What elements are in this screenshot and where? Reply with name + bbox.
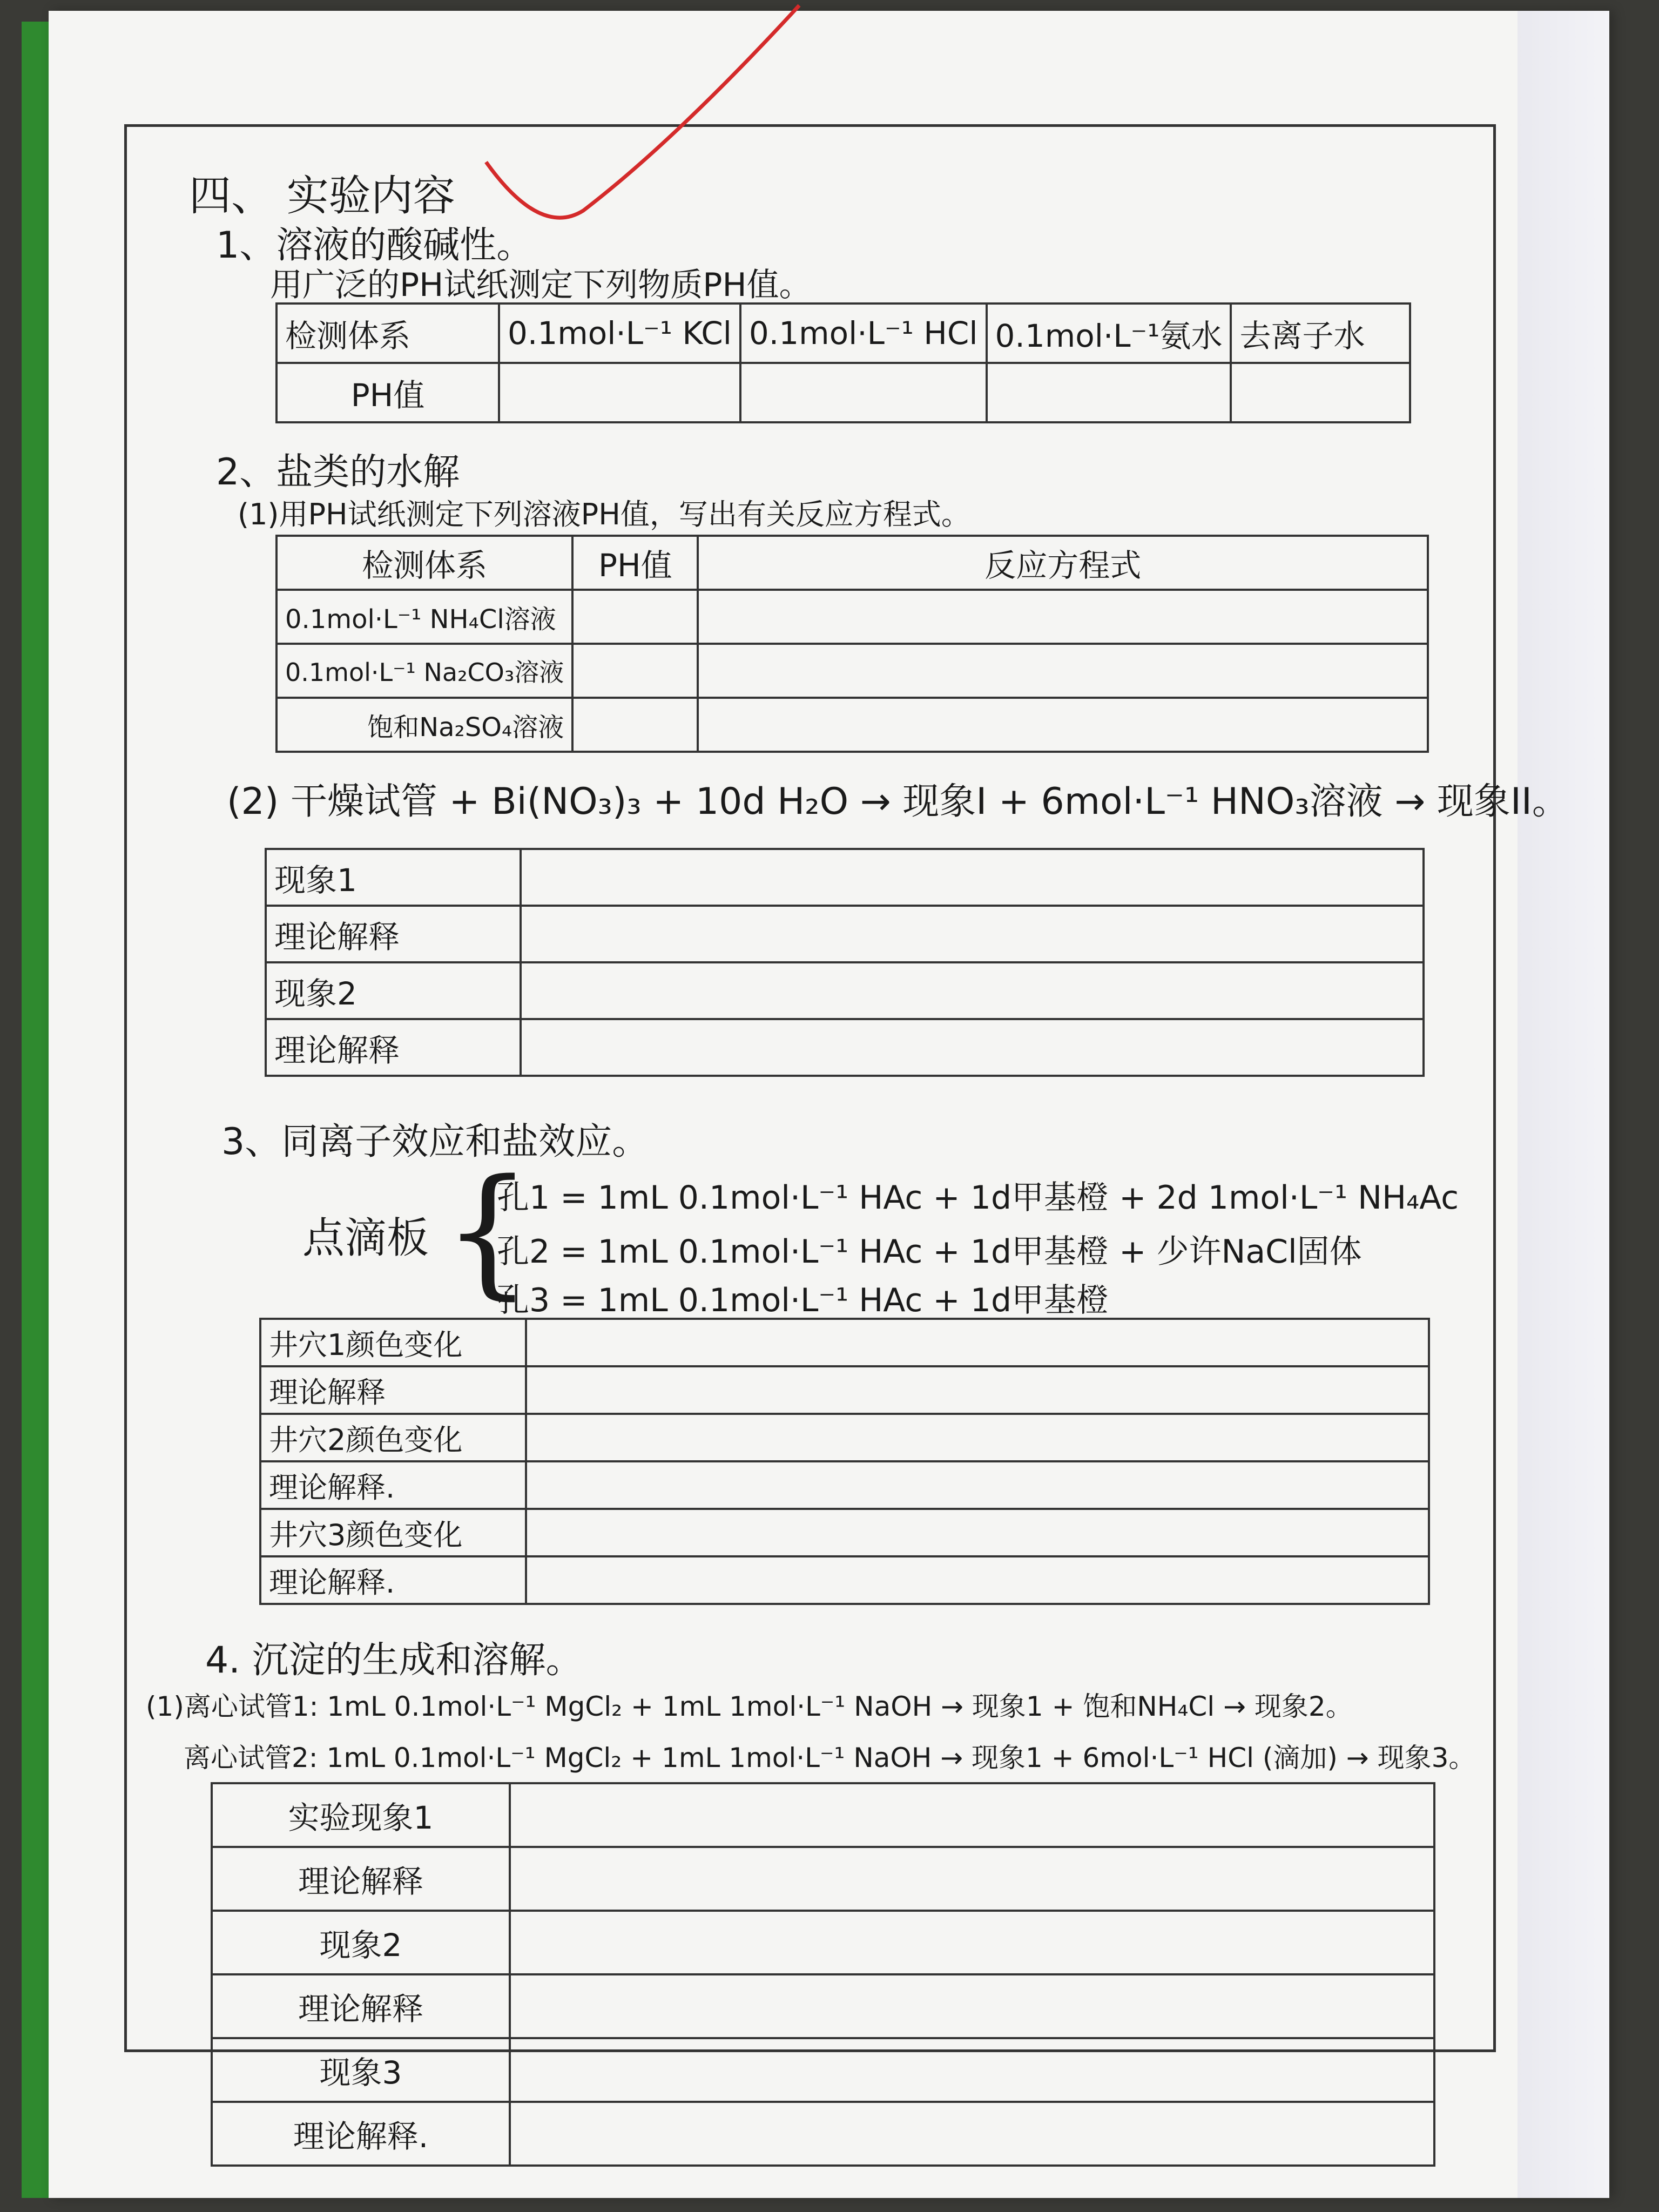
s3-heading: 3、同离子效应和盐效应。: [221, 1121, 649, 1163]
s2-t2-value: [521, 849, 1424, 906]
s4-table-row: [212, 1974, 1434, 2038]
s2-table1-header: [276, 536, 1428, 590]
s2-t1-cell: [572, 644, 698, 698]
s4-t-value: [510, 1847, 1434, 1911]
s2-table2-row: [266, 1019, 1424, 1076]
s4-line1: (1)离心试管1: 1mL 0.1mol·L⁻¹ MgCl₂ + 1mL 1mol·L⁻¹ NaOH → 现象1 + 饱和NH₄Cl → 现象2。: [146, 1691, 1353, 1722]
s2-t1-cell: [572, 590, 698, 644]
s2-table2: [265, 848, 1425, 1077]
s2-t1-cell: 饱和Na₂SO₄溶液: [276, 698, 572, 752]
s3-t-label: 理论解释.: [260, 1556, 526, 1604]
s3-well-1: 孔1 = 1mL 0.1mol·L⁻¹ HAc + 1d甲基橙 + 2d 1mol·L⁻¹ NH₄Ac: [497, 1179, 1459, 1217]
s2-table2-row: [266, 962, 1424, 1019]
s3-t-value: [526, 1414, 1429, 1461]
s3-table-row: [260, 1319, 1429, 1366]
s3-t-label: 理论解释: [260, 1366, 526, 1414]
s4-t-label: 理论解释: [212, 1847, 510, 1911]
brace-icon: {: [443, 1150, 532, 1313]
s3-t-value: [526, 1319, 1429, 1366]
s4-t-label: 理论解释: [212, 1974, 510, 2038]
s1-cell: PH值: [276, 363, 499, 422]
s3-table-row: [260, 1509, 1429, 1556]
s1-cell: 去离子水: [1231, 304, 1410, 363]
s4-t-label: 现象2: [212, 1911, 510, 1974]
s4-t-value: [510, 1911, 1434, 1974]
s1-cell: [987, 363, 1231, 422]
s2-t1-cell: [572, 698, 698, 752]
s2-t2-value: [521, 1019, 1424, 1076]
s2-t2-label: 理论解释: [266, 906, 521, 962]
s2-table1: [275, 535, 1429, 753]
s4-t-value: [510, 2038, 1434, 2102]
s2-table2-row: [266, 849, 1424, 906]
s3-well-2: 孔2 = 1mL 0.1mol·L⁻¹ HAc + 1d甲基橙 + 少许NaCl固体: [497, 1233, 1362, 1271]
s2-t1-cell: PH值: [572, 536, 698, 590]
s2-table1-row: [276, 698, 1428, 752]
s4-table-row: [212, 1911, 1434, 1974]
s4-t-label: 理论解释.: [212, 2102, 510, 2166]
s1-cell: [499, 363, 740, 422]
s2-t1-cell: 0.1mol·L⁻¹ NH₄Cl溶液: [276, 590, 572, 644]
s1-cell: 检测体系: [276, 304, 499, 363]
s2-t2-value: [521, 962, 1424, 1019]
s3-t-label: 井穴3颜色变化: [260, 1509, 526, 1556]
s3-well-3: 孔3 = 1mL 0.1mol·L⁻¹ HAc + 1d甲基橙: [497, 1282, 1109, 1319]
s1-cell: [1231, 363, 1410, 422]
s4-heading: 4. 沉淀的生成和溶解。: [205, 1639, 583, 1682]
s3-t-value: [526, 1556, 1429, 1604]
s2-sub2: (2) 干燥试管 + Bi(NO₃)₃ + 10d H₂O → 现象I + 6mol·L⁻¹ HNO₃溶液 → 现象II。: [227, 780, 1569, 823]
s2-t1-cell: [698, 698, 1428, 752]
s1-cell: [740, 363, 987, 422]
s3-table-row: [260, 1366, 1429, 1414]
s2-t1-cell: 反应方程式: [698, 536, 1428, 590]
s4-t-label: 现象3: [212, 2038, 510, 2102]
s3-table-row: [260, 1556, 1429, 1604]
s1-cell: 0.1mol·L⁻¹ HCl: [740, 304, 987, 363]
s1-instruction: 用广泛的PH试纸测定下列物质PH值。: [270, 266, 812, 304]
s3-label: 点滴板: [302, 1214, 429, 1263]
s2-table1-row: [276, 644, 1428, 698]
s4-t-value: [510, 1783, 1434, 1847]
s4-t-label: 实验现象1: [212, 1783, 510, 1847]
s3-t-value: [526, 1509, 1429, 1556]
s2-t1-cell: 0.1mol·L⁻¹ Na₂CO₃溶液: [276, 644, 572, 698]
s1-table: [275, 302, 1411, 423]
s4-t-value: [510, 1974, 1434, 2038]
s4-table: [211, 1782, 1435, 2167]
s4-table-row: [212, 2038, 1434, 2102]
s2-table1-row: [276, 590, 1428, 644]
s2-t2-value: [521, 906, 1424, 962]
s4-table-row: [212, 1783, 1434, 1847]
s1-cell: 0.1mol·L⁻¹ KCl: [499, 304, 740, 363]
s3-t-label: 理论解释.: [260, 1461, 526, 1509]
s2-t1-cell: [698, 590, 1428, 644]
s2-t1-cell: [698, 644, 1428, 698]
s4-table-row: [212, 2102, 1434, 2166]
s4-line2: 离心试管2: 1mL 0.1mol·L⁻¹ MgCl₂ + 1mL 1mol·L⁻¹ NaOH → 现象1 + 6mol·L⁻¹ HCl (滴加) → 现象3。: [184, 1742, 1476, 1773]
s1-table-row: [276, 363, 1410, 422]
s1-table-row: [276, 304, 1410, 363]
s3-table: [259, 1318, 1430, 1605]
s4-table-row: [212, 1847, 1434, 1911]
s3-table-row: [260, 1414, 1429, 1461]
s3-t-label: 井穴2颜色变化: [260, 1414, 526, 1461]
s2-heading: 2、盐类的水解: [216, 451, 460, 494]
s3-t-label: 井穴1颜色变化: [260, 1319, 526, 1366]
s3-t-value: [526, 1366, 1429, 1414]
s2-sub1: (1)用PH试纸测定下列溶液PH值，写出有关反应方程式。: [238, 497, 970, 531]
s3-t-value: [526, 1461, 1429, 1509]
s2-t1-cell: 检测体系: [276, 536, 572, 590]
s2-t2-label: 现象2: [266, 962, 521, 1019]
s1-cell: 0.1mol·L⁻¹氨水: [987, 304, 1231, 363]
s2-table2-row: [266, 906, 1424, 962]
section-title: 四、 实验内容: [189, 172, 455, 220]
s2-t2-label: 现象1: [266, 849, 521, 906]
s1-heading: 1、溶液的酸碱性。: [216, 224, 534, 267]
s4-t-value: [510, 2102, 1434, 2166]
s2-t2-label: 理论解释: [266, 1019, 521, 1076]
s3-table-row: [260, 1461, 1429, 1509]
